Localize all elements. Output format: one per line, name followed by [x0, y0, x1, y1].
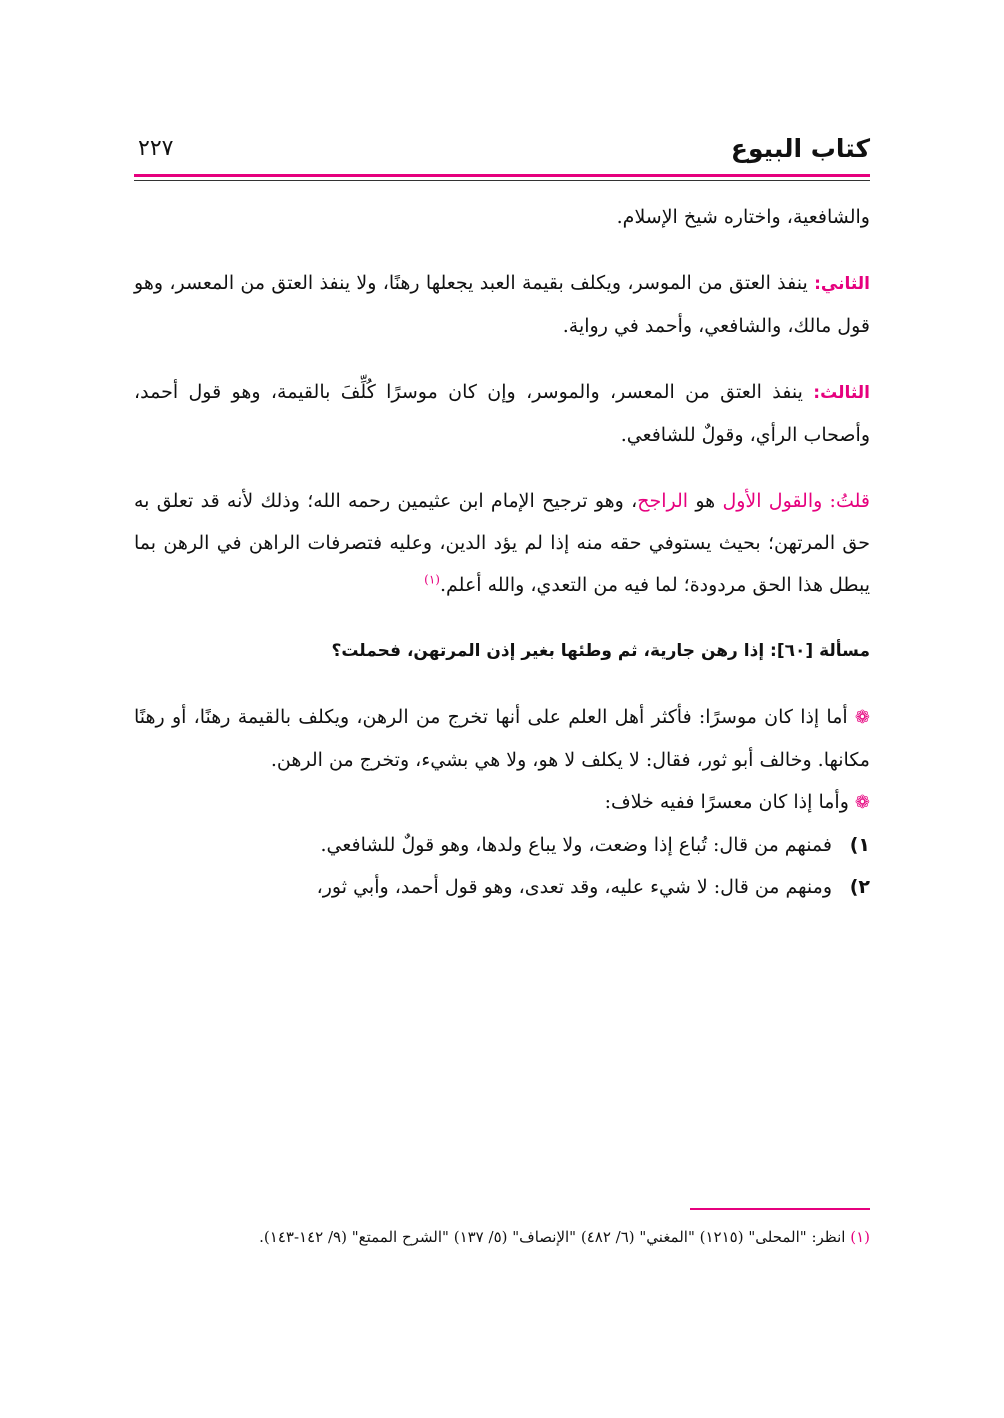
preferred-word: الراجح: [637, 490, 689, 512]
list-text: فمنهم من قال: تُباع إذا وضعت، ولا يباع ولدها، وهو قولٌ للشافعي.: [320, 834, 832, 856]
header-rule-dark: [134, 180, 870, 181]
conclusion-lead: قلتُ: والقول الأول: [722, 490, 870, 512]
page-number: ٢٢٧: [138, 135, 174, 161]
list-item: [134, 866, 870, 908]
page-header: [134, 130, 870, 166]
list-item: [134, 824, 870, 866]
paragraph-conclusion: قلتُ: والقول الأول هو الراجح، وهو ترجيح الإمام ابن عثيمين رحمه الله؛ وذلك لأنه قد تعلق به حق المرتهن؛ بحيث يستوفي حقه منه إذا لم يؤد الدين، وعليه فتصرفات الراهن في الرهن بما يبطل هذا الحق مردودة؛ لما فيه من التعدي، والله أعلم.$^{(١)}$: [134, 490, 870, 596]
footnote: [134, 1222, 870, 1252]
list-text: ومنهم من قال: لا شيء عليه، وقد تعدى، وهو قول أحمد، وأبي ثور،: [316, 876, 832, 898]
footnote-text: انظر: "المحلى" (١٢١٥) "المغني" (٦/ ٤٨٢) "الإنصاف" (٥/ ١٣٧) "الشرح الممتع" (٩/ ١٤٢-١٤٣).: [259, 1228, 851, 1246]
flower-icon: ❁: [854, 707, 870, 728]
flower-icon: ❁: [854, 792, 870, 813]
issue-heading: مسألة [٦٠]: إذا رهن جارية، ثم وطئها بغير إذن المرتهن، فحملت؟: [331, 641, 870, 661]
book-title: كتاب البيوع: [730, 133, 870, 163]
list-number: ٢): [849, 876, 870, 898]
body-text: [134, 196, 870, 908]
footnote-separator: [690, 1208, 870, 1210]
paragraph-insolvent: ❁ وأما إذا كان معسرًا ففيه خلاف:: [604, 791, 870, 813]
third-label: الثالث:: [813, 383, 870, 403]
header-rule-pink: [134, 174, 870, 177]
list-number: ١): [849, 834, 870, 856]
paragraph-second-opinion: الثاني: ينفذ العتق من الموسر، ويكلف بقيمة العبد يجعلها رهنًا، ولا ينفذ العتق من المعسر، وهو قول مالك، والشافعي، وأحمد في رواية.: [134, 272, 870, 337]
footnote-number: (١): [850, 1228, 870, 1246]
page: [134, 0, 870, 1418]
paragraph-third-opinion: الثالث: ينفذ العتق من المعسر، والموسر، وإن كان موسرًا كُلِّفَ بالقيمة، وهو قول أحمد، وأصحاب الرأي، وقولٌ للشافعي.: [134, 381, 870, 446]
paragraph-solvent: ❁ أما إذا كان موسرًا: فأكثر أهل العلم على أنها تخرج من الرهن، ويكلف بالقيمة رهنًا، أو رهنًا مكانها. وخالف أبو ثور، فقال: لا يكلف لا هو، ولا هي بشيء، وتخرج من الرهن.: [134, 706, 870, 771]
footnote-reference[interactable]: (١): [424, 572, 440, 587]
second-label: الثاني:: [814, 274, 870, 294]
paragraph-1: والشافعية، واختاره شيخ الإسلام.: [616, 206, 870, 228]
